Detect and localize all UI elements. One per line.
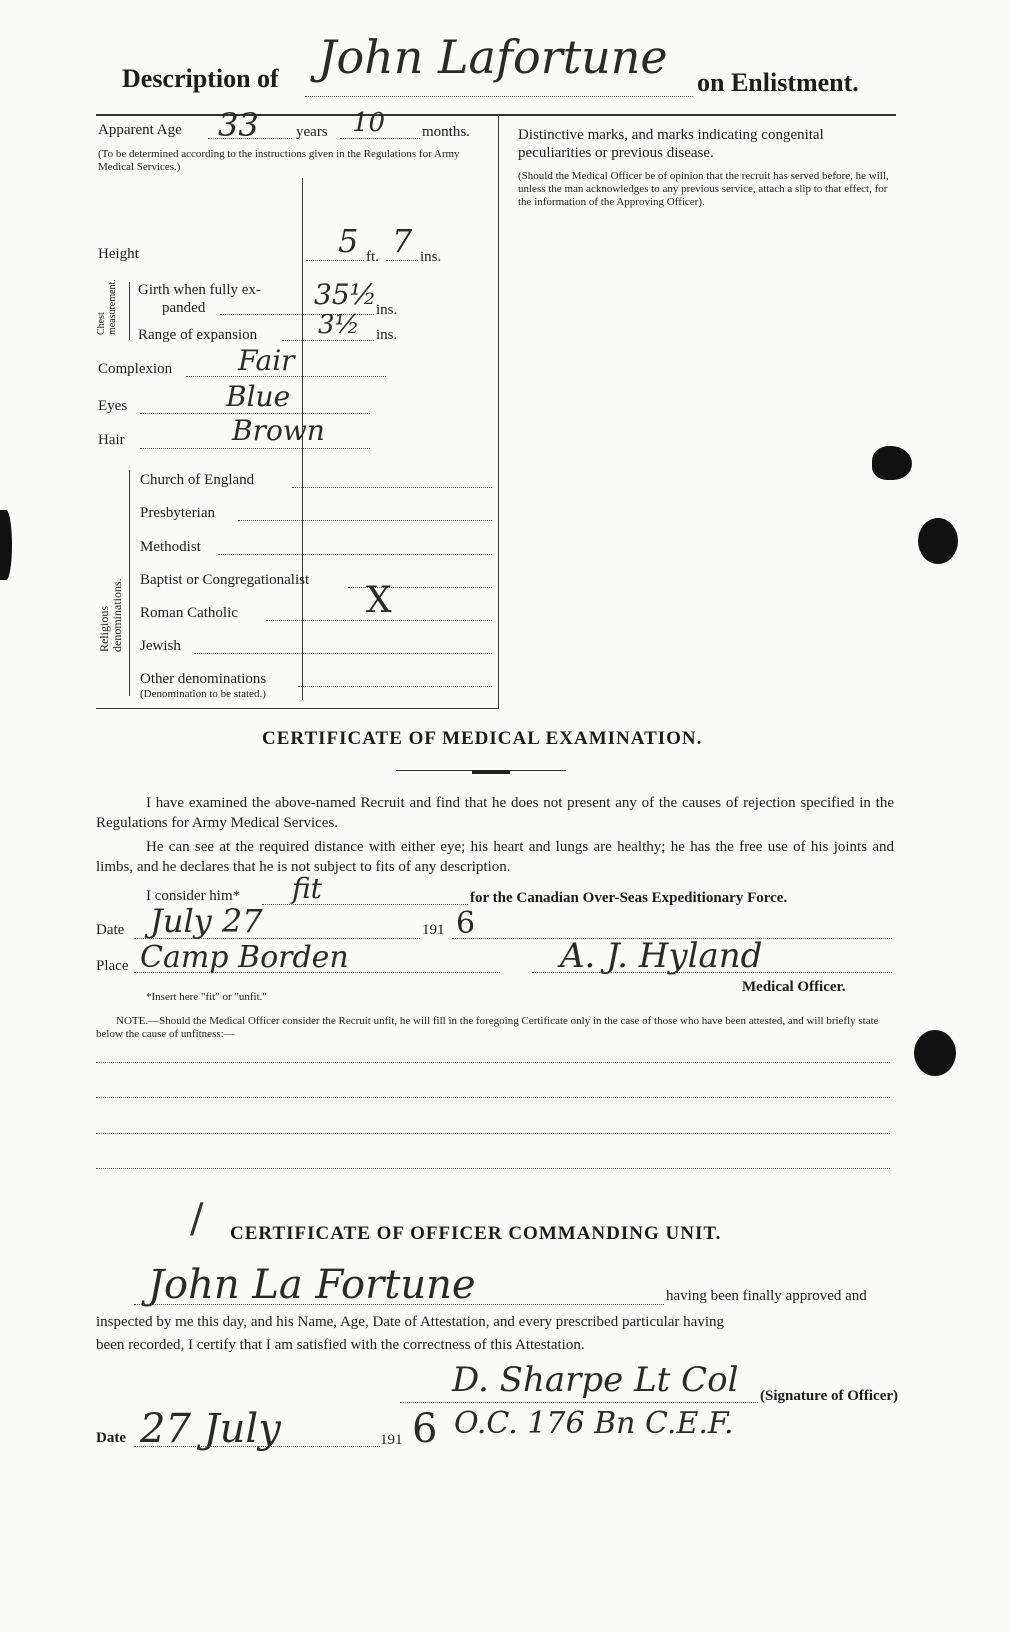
months-label: months. [422,124,470,140]
age-months-value: 10 [352,108,386,138]
eyes-label: Eyes [98,398,128,414]
commanding-unit-handwritten: O.C. 176 Bn C.E.F. [454,1406,734,1441]
hair-value: Brown [232,414,325,447]
medical-place-value: Camp Borden [140,940,349,975]
age-years-value: 33 [218,106,259,144]
eyes-value: Blue [226,380,291,413]
medical-year-digit: 6 [456,906,476,941]
denomination-note: (Denomination to be stated.) [140,688,266,700]
medical-officer-signature: A. J. Hyland [560,936,763,976]
range-value: 3½ [318,310,360,340]
height-ft-value: 5 [338,222,359,260]
medical-year-prefix: 191 [422,922,445,938]
complexion-label: Complexion [98,361,173,377]
recruit-signature: John La Fortune [148,1262,476,1308]
medical-date-value: July 27 [150,902,263,940]
religious-denominations-label: Religious denominations. [97,578,124,652]
medical-date-label: Date [96,922,125,938]
commanding-date-label: Date [96,1430,126,1446]
religion-roman-catholic: Roman Catholic [140,605,238,621]
complexion-value: Fair [238,344,295,377]
medical-para-2: He can see at the required distance with either eye; his heart and lungs are healthy; he has the free use of his joints and limbs, and he declares that he is not subject to fits of any description. [96,839,894,875]
insert-note: *Insert here "fit" or "unfit." [146,991,267,1003]
unfit-note: NOTE.—Should the Medical Officer consider the Recruit unfit, he will fill in the foregoing Certificate only in the case of those who have been attested, and will briefly state below the cause of unfitness:— [96,1015,879,1040]
commanding-text-3: been recorded, I certify that I am satisfied with the correctness of this Attestation. [96,1337,585,1353]
distinctive-marks-note: (Should the Medical Officer be of opinion that the recruit has served before, he will, unless the man acknowledges to any previous service, attach a slip to that effect, for the information of the Approving Officer). [518,170,889,208]
medical-officer-label: Medical Officer. [742,979,846,995]
girth-value: 35½ [314,278,377,311]
girth-label-2: panded [162,300,206,316]
commanding-officer-signature: D. Sharpe Lt Col [452,1360,739,1400]
medical-para-1: I have examined the above-named Recruit and find that he does not present any of the causes of rejection specified in the Regulations for Army Medical Services. [96,795,894,831]
age-note: (To be determined according to the instructions given in the Regulations for Army Medical Services.) [98,148,460,173]
girth-label-1: Girth when fully ex- [138,282,261,298]
religion-church-of-england: Church of England [140,472,255,488]
religion-baptist-congregationalist: Baptist or Congregationalist [140,572,310,588]
range-label: Range of expansion [138,327,258,343]
enlistment-form: Description of John Lafortune on Enlistment. Apparent Age 33 years 10 months. (To be determined according to the instructions given in the Regulations for Army Medical Services.) Height 5 ft. 7 ins. Chest measurement. Girth when fully ex- panded 35½ ins. Range of expansion 3½ ins. Complexion Fair Eyes Blue Hair Brown Religious denominations. Church of England Presbyterian Methodist Baptist or Congregationalist Roman Catholic X Jewish Other denominations (Denomination to be stated.) Distinctive marks, and marks indicating congenital peculiarities or previous disease. (Should the Medical Officer be of opinion that the recruit has served before, he will, unless the man acknowledges to any previous service, attach a slip to that effect, for the information of the Approving Officer). CERTIFICATE OF MEDICAL EXAMINATION. I have examined the above-named Recruit and find that he does not present any of the causes of rejection specified in the Regulations for Army Medical Services. He can see at the required distance with either eye; his heart and lungs are healthy; he has the free use of his joints and limbs, and he declares that he is not subject to fits of any description. I consider him* fit for the Canadian Over-Seas Expeditionary Force. Date July 27 191 6 Place Camp Borden A. J. Hyland Medical Officer. *Insert here "fit" or "unfit." NOTE.—Should the Medical Officer consider the Recruit unfit, he will fill in the foregoing Certificate only in the case of those who have been attested, and will briefly state below the cause of unfitness:— / CERTIFICATE OF OFFICER COMMANDING UNIT. John La Fortune having been finally approved and inspected by me this day, and his Name, Age, Date of Attestation, and every prescribed particular having been recorded, I certify that I am satisfied with the correctness of this Attestation. D. Sharpe Lt Col (Signature of Officer) Date 27 July 191 6 O.C. 176 Bn C.E.F. [0,0,1011,1632]
distinctive-marks-label-1: Distinctive marks, and marks indicating congenital [518,127,824,143]
ft-label: ft. [366,249,379,265]
chest-label: Chest measurement. [96,279,118,335]
religion-methodist: Methodist [140,539,201,555]
girth-ins-label: ins. [376,302,398,318]
years-label: years [296,124,328,140]
signature-of-officer-label: (Signature of Officer) [760,1388,899,1404]
commanding-certificate-title: CERTIFICATE OF OFFICER COMMANDING UNIT. [230,1223,722,1244]
commanding-text-1: having been finally approved and [666,1288,867,1304]
commanding-text-2: inspected by me this day, and his Name, Age, Date of Attestation, and every prescribed particular having [96,1314,725,1330]
commanding-date-value: 27 July [140,1406,281,1452]
height-in-value: 7 [392,222,413,260]
header-on-enlistment: on Enlistment. [697,68,859,97]
consider-value: fit [292,872,322,905]
for-force-label: for the Canadian Over-Seas Expeditionary Force. [470,890,788,906]
commanding-year-digit: 6 [412,1406,438,1452]
hair-label: Hair [98,432,125,448]
consider-label: I consider him* [146,888,241,904]
religion-other: Other denominations [140,671,267,687]
medical-place-label: Place [96,958,129,974]
distinctive-marks-label-2: peculiarities or previous disease. [518,145,714,161]
header-description-of: Description of [122,64,279,93]
religion-mark: X [366,580,392,621]
range-ins-label: ins. [376,327,398,343]
recruit-name-handwritten: John Lafortune [318,30,668,84]
commanding-year-prefix: 191 [380,1432,403,1448]
medical-certificate-title: CERTIFICATE OF MEDICAL EXAMINATION. [262,728,703,749]
religion-jewish: Jewish [140,638,181,654]
height-label: Height [98,246,139,262]
apparent-age-label: Apparent Age [98,122,182,138]
religion-presbyterian: Presbyterian [140,505,215,521]
height-ins-label: ins. [420,249,442,265]
